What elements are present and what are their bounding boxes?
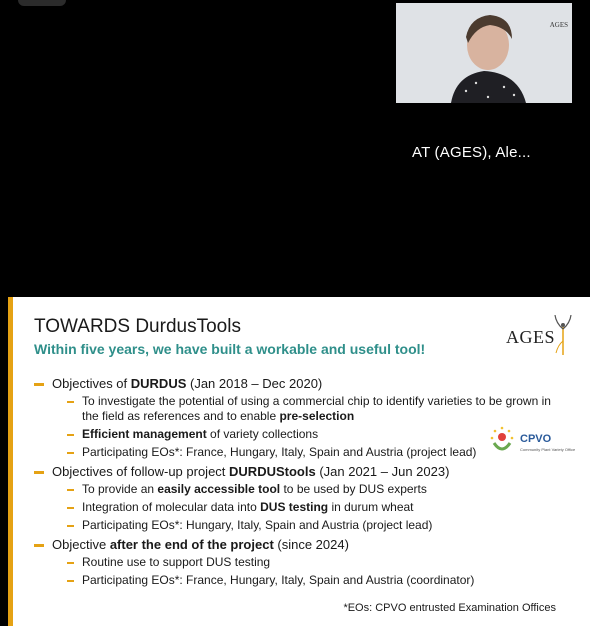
bullet-level2: To provide an easily accessible tool to be used by DUS experts bbox=[34, 482, 574, 497]
bullet-level2: Routine use to support DUS testing bbox=[34, 555, 574, 570]
bullet-level2: Integration of molecular data into DUS testing in durum wheat bbox=[34, 500, 574, 515]
ages-logo-text: AGES bbox=[506, 327, 556, 347]
video-background-logo: AGES bbox=[549, 21, 568, 29]
bullet-level1: Objectives of DURDUS (Jan 2018 – Dec 2020) bbox=[34, 375, 574, 392]
cpvo-logo-subtext: Community Plant Variety Office bbox=[520, 447, 576, 452]
bullet-level2: Participating EOs*: France, Hungary, Italy, Spain and Austria (project lead) bbox=[34, 445, 574, 460]
slide-title: TOWARDS DurdusTools bbox=[34, 316, 241, 337]
ages-logo bbox=[506, 315, 576, 355]
bullet-level1: Objectives of follow-up project DURDUStools (Jan 2021 – Jun 2023) bbox=[34, 463, 574, 480]
slide-footnote: *EOs: CPVO entrusted Examination Offices bbox=[343, 602, 556, 614]
bullet-dash bbox=[67, 525, 74, 527]
bullet-dash bbox=[67, 452, 74, 454]
bullet-level2: Efficient management of variety collections bbox=[34, 427, 574, 442]
cpvo-logo-text: CPVO bbox=[520, 433, 552, 445]
bullet-level1: Objective after the end of the project (since 2024) bbox=[34, 536, 574, 553]
bullet-level2: Participating EOs*: Hungary, Italy, Spain and Austria (project lead) bbox=[34, 518, 574, 533]
bullet-dash bbox=[67, 434, 74, 436]
bullet-dash bbox=[67, 489, 74, 491]
bullet-dash bbox=[34, 544, 44, 547]
slide-subtitle: Within five years, we have built a workable and useful tool! bbox=[34, 341, 426, 357]
bullet-dash bbox=[67, 507, 74, 509]
top-toolbar-pill[interactable] bbox=[18, 0, 66, 6]
wheat-figure-icon bbox=[552, 315, 574, 355]
slide-accent-bar bbox=[8, 297, 13, 626]
participant-video-feed bbox=[396, 3, 572, 103]
bullet-dash bbox=[34, 383, 44, 386]
bullet-dash bbox=[67, 580, 74, 582]
bullet-dash bbox=[67, 562, 74, 564]
participant-name-label: AT (AGES), Ale... bbox=[412, 144, 531, 161]
bullet-level2: To investigate the potential of using a commercial chip to identify varieties to be grown in the field as references and to enable pre-selection bbox=[34, 394, 574, 424]
shared-slide bbox=[8, 297, 590, 626]
bullet-dash bbox=[34, 471, 44, 474]
participant-video-tile[interactable] bbox=[396, 3, 572, 103]
bullet-level2: Participating EOs*: France, Hungary, Italy, Spain and Austria (coordinator) bbox=[34, 573, 574, 588]
bullet-dash bbox=[67, 401, 74, 403]
bullet-list bbox=[34, 375, 574, 591]
